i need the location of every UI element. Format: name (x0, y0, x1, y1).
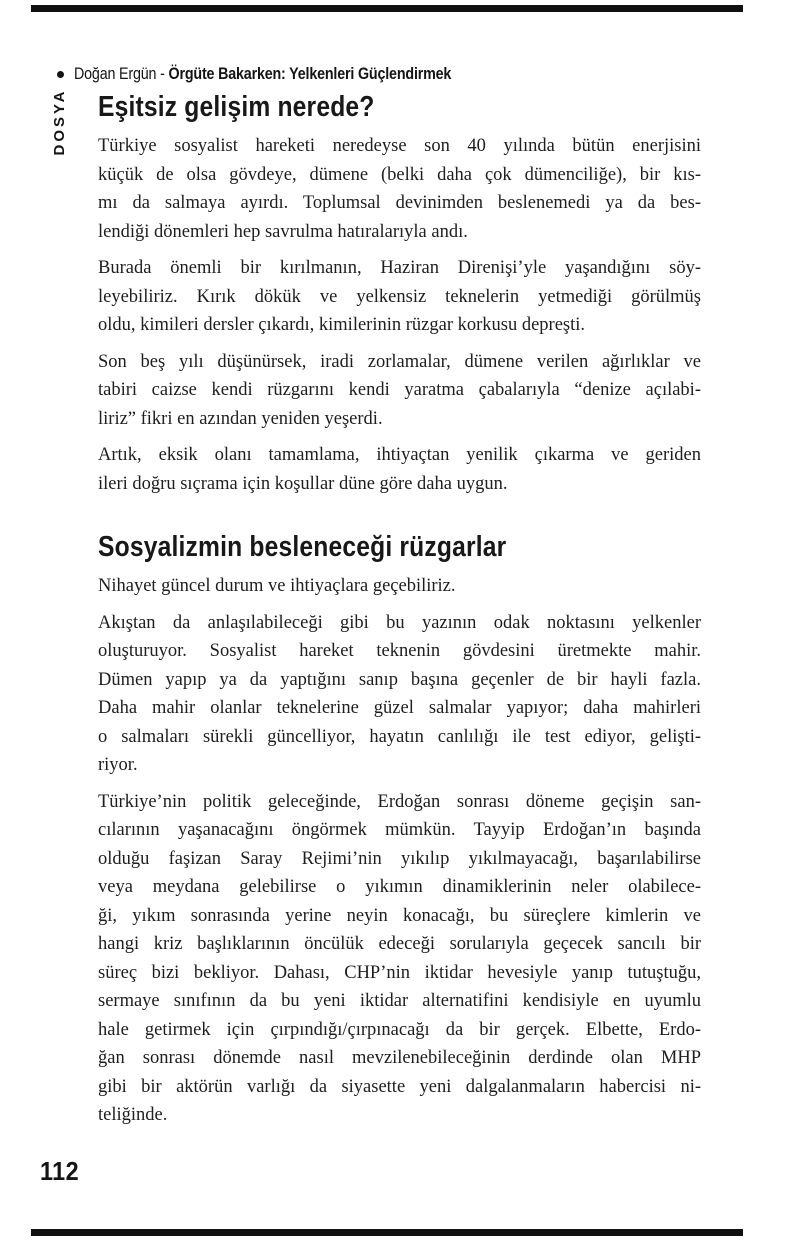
page-top-rule (31, 5, 743, 12)
paragraph-line: sermaye sınıfının da bu yeni iktidar alternatifini kendisiyle en uyumlu (98, 991, 701, 1011)
paragraph (98, 572, 701, 601)
paragraph-line: hale getirmek için çırpındığı/çırpınacağı da bir gerçek. Elbette, Erdo- (98, 1019, 701, 1040)
section-tab-label: DOSYA (51, 88, 68, 156)
running-header-text (74, 64, 451, 84)
paragraph (98, 788, 701, 1130)
section-heading: Sosyalizmin besleneceği rüzgarlar (98, 531, 507, 563)
paragraph (98, 441, 701, 498)
paragraph-line: leyebiliriz. Kırık dökük ve yelkensiz teknelerin yetmediği görülmüş (98, 286, 701, 307)
paragraph (98, 132, 701, 246)
paragraph-line: cılarının yaşanacağını öngörmek mümkün. Tayyip Erdoğan’ın başında (98, 820, 701, 840)
bullet-icon (57, 71, 64, 78)
paragraph-line: o salmaları sürekli güncelliyor, hayatın canlılığı ile test ediyor, gelişti- (98, 726, 701, 747)
paragraph-line: oluşturuyor. Sosyalist hareket teknenin gövdesini üretmekte mahir. (98, 641, 701, 661)
paragraph (98, 348, 701, 434)
paragraph-line: ileri doğru sıçrama için koşullar düne göre daha uygun. (98, 473, 508, 494)
paragraph-line: tabiri caizse kendi rüzgarını kendi yaratma çabalarıyla “denize açılabi- (98, 380, 701, 400)
paragraph-line: Dümen yapıp ya da yaptığını sanıp başına geçenler de bir hayli fazla. (98, 669, 701, 690)
page-number: 112 (40, 1156, 80, 1186)
page-bottom-rule (31, 1229, 743, 1236)
paragraph-line: veya meydana gelebilirse o yıkımın dinamiklerinin neler olabilece- (98, 877, 701, 897)
paragraph-line: Son beş yılı düşünürsek, iradi zorlamalar, dümene verilen ağırlıklar ve (98, 351, 701, 372)
running-header (57, 64, 523, 84)
paragraph-line: mı da salmaya ayırdı. Toplumsal devinimden beslenemedi ya da bes- (98, 193, 701, 213)
paragraph-line: teliğinde. (98, 1105, 168, 1125)
paragraph-line: Türkiye’nin politik geleceğinde, Erdoğan sonrası döneme geçişin san- (98, 791, 701, 812)
paragraph-line: Artık, eksik olanı tamamlama, ihtiyaçtan yenilik çıkarma ve geriden (98, 445, 701, 465)
paragraph-line: olduğu faşizan Saray Rejimi’nin yıkılıp yıkılmayacağı, başarılabilirse (98, 848, 701, 869)
section-heading: Eşitsiz gelişim nerede? (98, 91, 375, 123)
paragraph-line: lendiği dönemleri hep savrulma hatıralarıyla andı. (98, 221, 468, 242)
paragraph-line: küçük de olsa gövdeye, dümene (belki daha çok dümenciliğe), bir kıs- (98, 164, 701, 185)
paragraph-line: ği, yıkım sonrasında yerine neyin konacağı, bu süreçlere kimlerin ve (98, 905, 701, 926)
paragraph-line: süreç bizi bekliyor. Dahası, CHP’nin iktidar hevesiyle yanıp tutuştuğu, (98, 962, 701, 983)
paragraph (98, 609, 701, 780)
paragraph-line: Nihayet güncel durum ve ihtiyaçlara geçebiliriz. (98, 576, 456, 596)
author-name: Doğan Ergün - (74, 64, 169, 83)
paragraph-line: hangi kriz başlıklarının öncülük edeceği sorularıyla geçecek sancılı bir (98, 934, 701, 954)
paragraph-line: Daha mahir olanlar teknelerine güzel salmalar yapıyor; daha mahirleri (98, 698, 701, 718)
paragraph-line: liriz” fikri en azından yeniden yeşerdi. (98, 408, 383, 429)
paragraph-line: Burada önemli bir kırılmanın, Haziran Direnişi’yle yaşandığını söy- (98, 258, 701, 278)
paragraph-line: ğan sonrası dönemde nasıl mevzilenebileceğinin derdinde olan MHP (98, 1048, 701, 1068)
article-body (98, 90, 701, 1138)
paragraph-line: Türkiye sosyalist hareketi neredeyse son 40 yılında bütün enerjisini (98, 136, 701, 156)
article-title: Örgüte Bakarken: Yelkenleri Güçlendirmek (168, 64, 452, 83)
paragraph-line: oldu, kimileri dersler çıkardı, kimilerinin rüzgar korkusu depreşti. (98, 315, 586, 335)
paragraph-line: riyor. (98, 755, 138, 775)
paragraph-line: Akıştan da anlaşılabileceği gibi bu yazının odak noktasını yelkenler (98, 612, 701, 633)
paragraph (98, 254, 701, 340)
paragraph-line: gibi bir aktörün varlığı da siyasette yeni dalgalanmaların habercisi ni- (98, 1076, 701, 1097)
